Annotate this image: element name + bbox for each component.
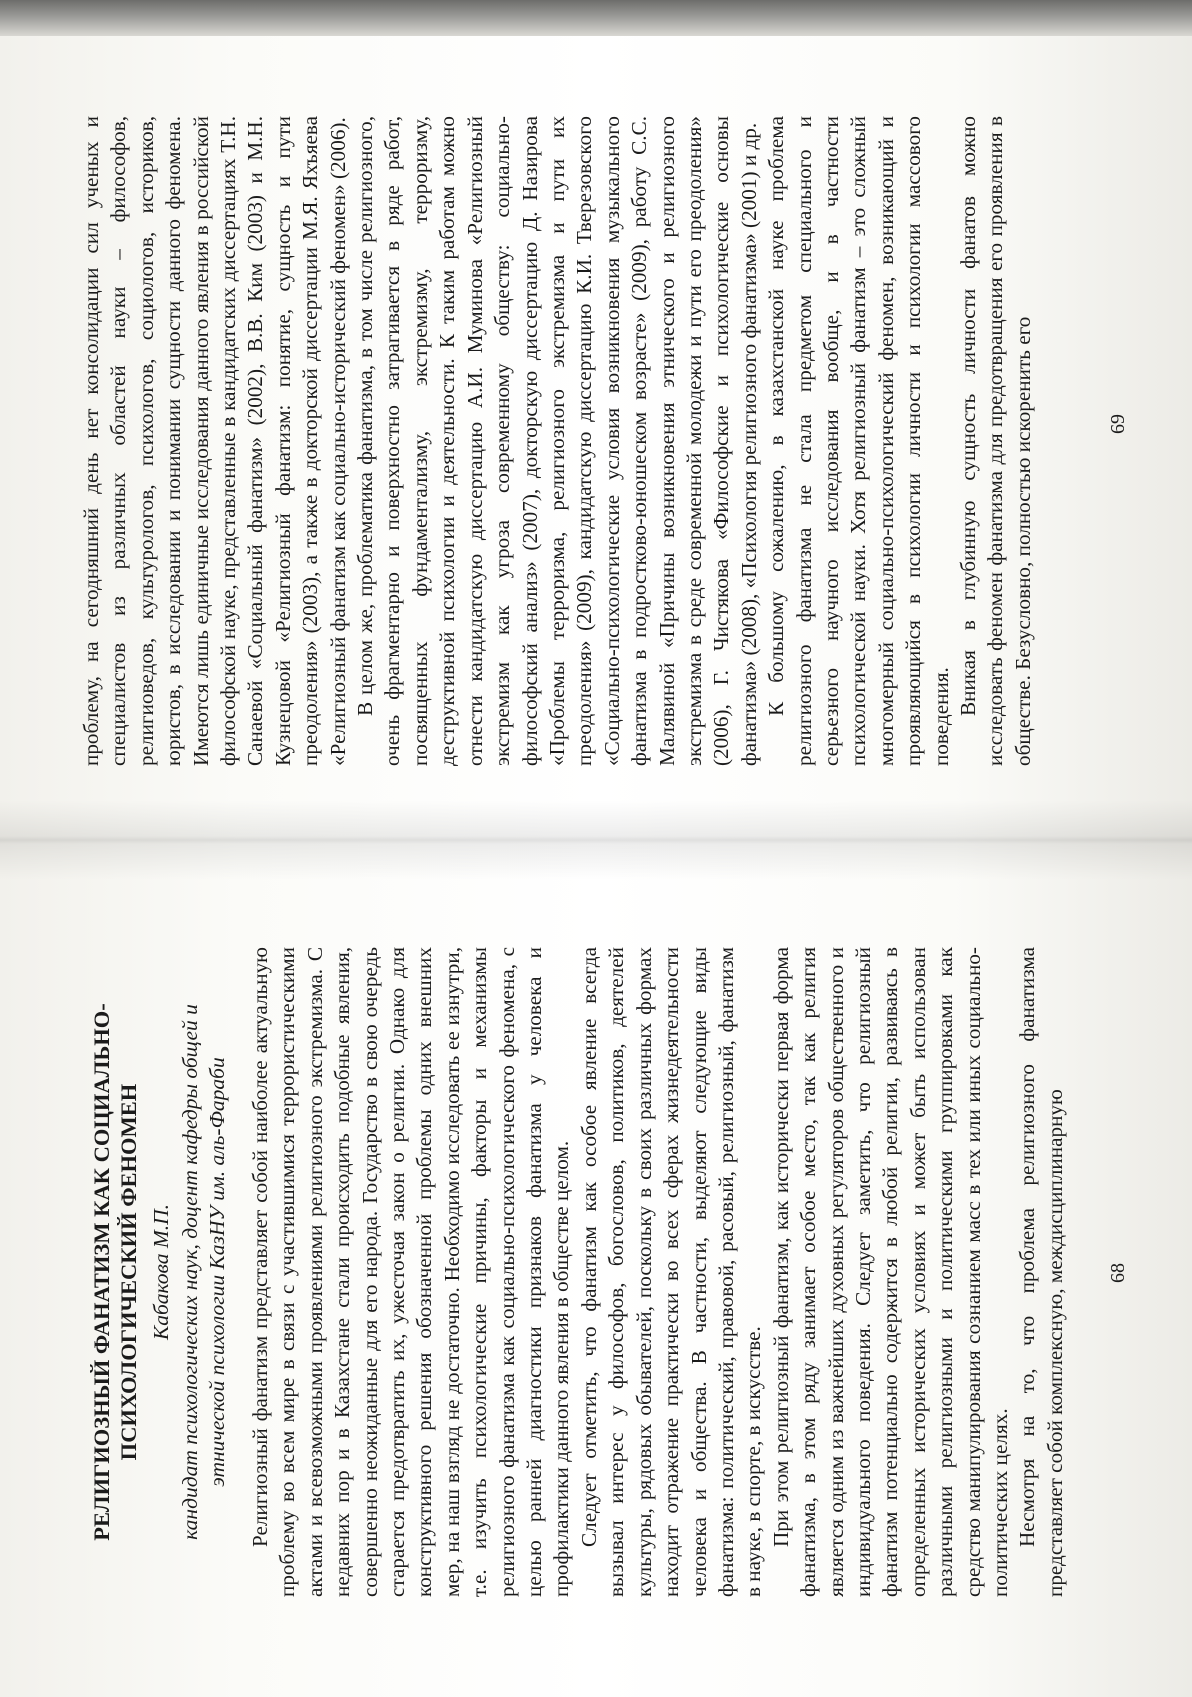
paragraph: проблему, на сегодняшний день нет консолидации сил ученых и специалистов из различных областей науки – философов, религиоведов, культурологов, психологов, социологов, историков, юристов, в исследовании и понимании сущности данного феномена. Имеются лишь единичные исследования данного явления в российской философской науке, представленные в кандидатских диссертациях Т.Н. Санаевой «Социальный фанатизм» (2002), В.В. Ким (2003) и М.Н. Кузнецовой «Религиозный фанатизм: понятие, сущность и пути преодоления» (2003), а также в докторской диссертации М.Я. Яхъяева «Религиозный фанатизм как социально-исторический феномен» (2006). (79, 116, 350, 766)
paragraph: Следует отметить, что фанатизм как особое явление всегда вызывал интерес у философов, богословов, политиков, деятелей культуры, рядовых обывателей, поскольку в своих различных формах находит отражение практически во всех сферах жизнедеятельности человека и общества. В частности, выделяют следующие виды фанатизма: политический, правовой, расовый, религиозный, фанатизм в науке, в спорте, в искусстве. (576, 947, 766, 1597)
paragraph: Несмотря на то, что проблема религиозного фанатизма представляет собой комплексную, междисциплинарную (1015, 947, 1067, 1597)
article-title (88, 947, 142, 1597)
author-name: Кабакова М.П. (149, 1203, 173, 1341)
affiliation-line-1: кандидат психологических наук, доцент кафедры общей и (178, 1004, 202, 1540)
affiliation-line-2: этнической психологии КазНУ им. аль-Фараби (205, 1057, 229, 1487)
page-68-column (88, 947, 1069, 1597)
paragraph: Религиозный фанатизм представляет собой наиболее актуальную проблему во всем мире в связи с участившимися террористическими актами и всевозможными проявлениями религиозного экстремизма. С недавних пор и в Казахстане стали происходить подобные явления, совершенно неожиданные для его народа. Государство в свою очередь старается предотвратить их, ужесточая закон о религии. Однако для конструктивного решения обозначенной проблемы одних внешних мер, на наш взгляд не достаточно. Необходимо исследовать ее изнутри, т.е. изучить психологические причины, факторы и механизмы религиозного фанатизма как социально-психологического феномена, с целью ранней диагностики признаков фанатизма у человека и профилактики данного явления в обществе целом. (248, 947, 574, 1597)
page-69-column (78, 116, 1037, 766)
paragraph: При этом религиозный фанатизм, как исторически первая форма фанатизма, в этом ряду занимает особое место, так как религия является одним из важнейших духовных регуляторов общественного и индивидуального поведения. Следует заметить, что религиозный фанатизм потенциально содержится в любой религии, развиваясь в определенных исторических условиях и может быть использован различными религиозными и политическими группировками как средство манипулирования сознанием масс в тех или иных социально-политических целях. (768, 947, 1012, 1597)
article-title-line-2: ПСИХОЛОГИЧЕСКИЙ ФЕНОМЕН (116, 1083, 141, 1461)
page-number: 69 (1107, 414, 1129, 434)
author-affiliation (177, 947, 231, 1597)
paragraph: Вникая в глубинную сущность личности фанатов можно исследовать феномен фанатизма для предотвращения его проявления в обществе. Безусловно, полностью искоренить его (956, 116, 1035, 766)
paragraph: В целом же, проблематика фанатизма, в том числе религиозного, очень фрагментарно и поверхностно затрагивается в ряде работ, посвященных фундаментализму, экстремизму, терроризму, деструктивной психологии и деятельности. К таким работам можно отнести кандидатскую диссертацию А.И. Муминова «Религиозный экстремизм как угроза современному обществу: социально-философский анализ» (2007), докторскую диссертацию Д. Назирова «Проблемы терроризма, религиозного экстремизма и пути их преодоления» (2009), кандидатскую диссертацию К.И. Тверезовского «Социально-психологические условия возникновения музыкального фанатизма в подростково-юношеском возрасте» (2009), работу С.С. Малявиной «Причины возникновения этнического и религиозного экстремизма в среде современной молодежи и пути его преодоления» (2006), Г. Чистякова «Философские и психологические основы фанатизма» (2008), «Психология религиозного фанатизма» (2001) и др. (353, 116, 761, 766)
paragraph: К большому сожалению, в казахстанской науке проблема религиозного фанатизма не стала предметом специального и серьезного научного исследования вообще, и в частности психологической науки. Хотя религиозный фанатизм – это сложный многомерный социально-психологический феномен, возникающий и проявляющийся в психологии личности и психологии массового поведения. (764, 116, 953, 766)
page-68 (0, 849, 1192, 1697)
article-title-line-1: РЕЛИГИОЗНЫЙ ФАНАТИЗМ КАК СОЦИАЛЬНО- (89, 1003, 114, 1541)
page-69 (0, 0, 1192, 848)
page-number: 68 (1107, 1263, 1129, 1283)
